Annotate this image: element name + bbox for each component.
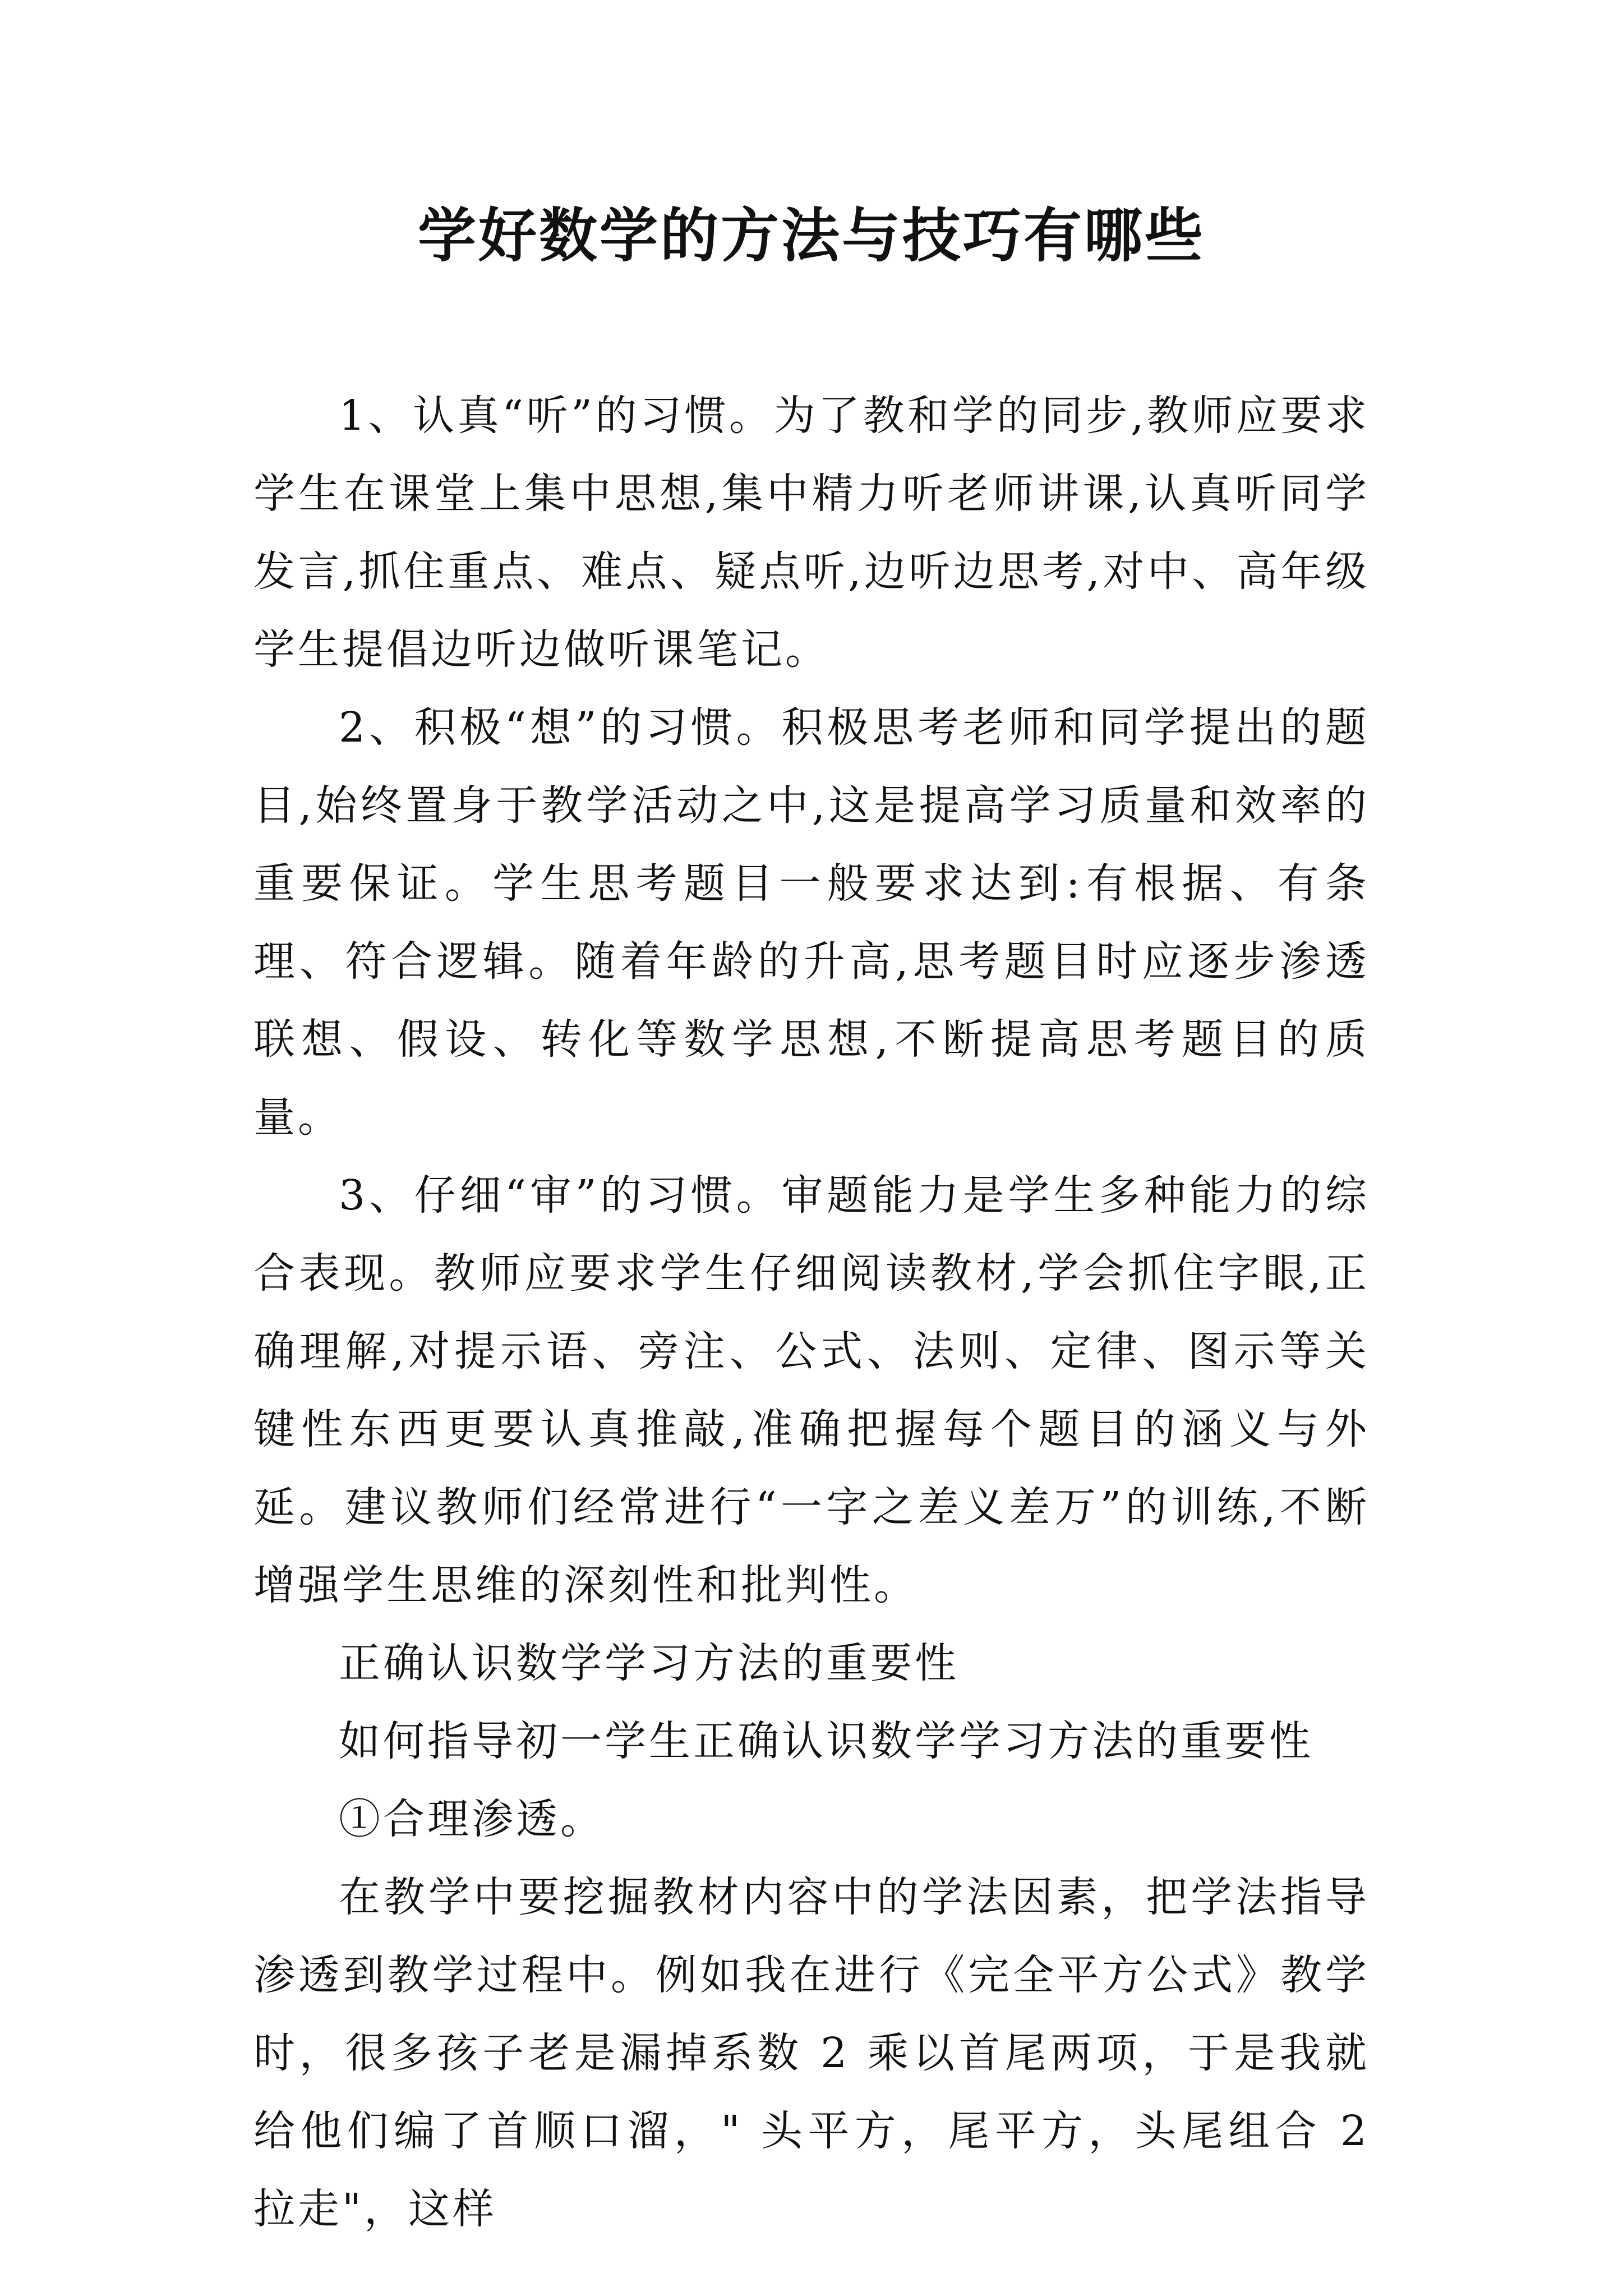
- paragraph-listening-habit: 1、认真“听”的习惯。为了教和学的同步,教师应要求学生在课堂上集中思想,集中精力听老师讲课,认真听同学发言,抓住重点、难点、疑点听,边听边思考,对中、高年级学生提倡边听边做听课笔记。: [253, 392, 1370, 674]
- paragraph-reviewing-habit: 3、仔细“审”的习惯。审题能力是学生多种能力的综合表现。教师应要求学生仔细阅读教材,学会抓住字眼,正确理解,对提示语、旁注、公式、法则、定律、图示等关键性东西更要认真推敲,准确把握每个题目的涵义与外延。建议教师们经常进行“一字之差义差万”的训练,不断增强学生思维的深刻性和批判性。: [253, 1171, 1370, 1609]
- document-body: [253, 377, 1370, 2248]
- document-title: 学好数学的方法与技巧有哪些: [417, 201, 1205, 270]
- list-item-reasonable-infiltration: ①合理渗透。: [339, 1795, 605, 1843]
- paragraph-thinking-habit: 2、积极“想”的习惯。积极思考老师和同学提出的题目,始终置身于教学活动之中,这是提高学习质量和效率的重要保证。学生思考题目一般要求达到:有根据、有条理、符合逻辑。随着年龄的升高,思考题目时应逐步渗透联想、假设、转化等数学思想,不断提高思考题目的质量。: [253, 703, 1370, 1142]
- section-heading-guidance: 如何指导初一学生正确认识数学学习方法的重要性: [339, 1717, 1313, 1765]
- section-heading-importance: 正确认识数学学习方法的重要性: [339, 1639, 959, 1687]
- paragraph-teaching-example: 在教学中要挖掘教材内容中的学法因素，把学法指导渗透到教学过程中。例如我在进行《完全平方公式》教学时，很多孩子老是漏掉系数 2 乘以首尾两项，于是我就给他们编了首顺口溜，" 头平方，尾平方，头尾组合 2 拉走"，这样: [253, 1873, 1370, 2233]
